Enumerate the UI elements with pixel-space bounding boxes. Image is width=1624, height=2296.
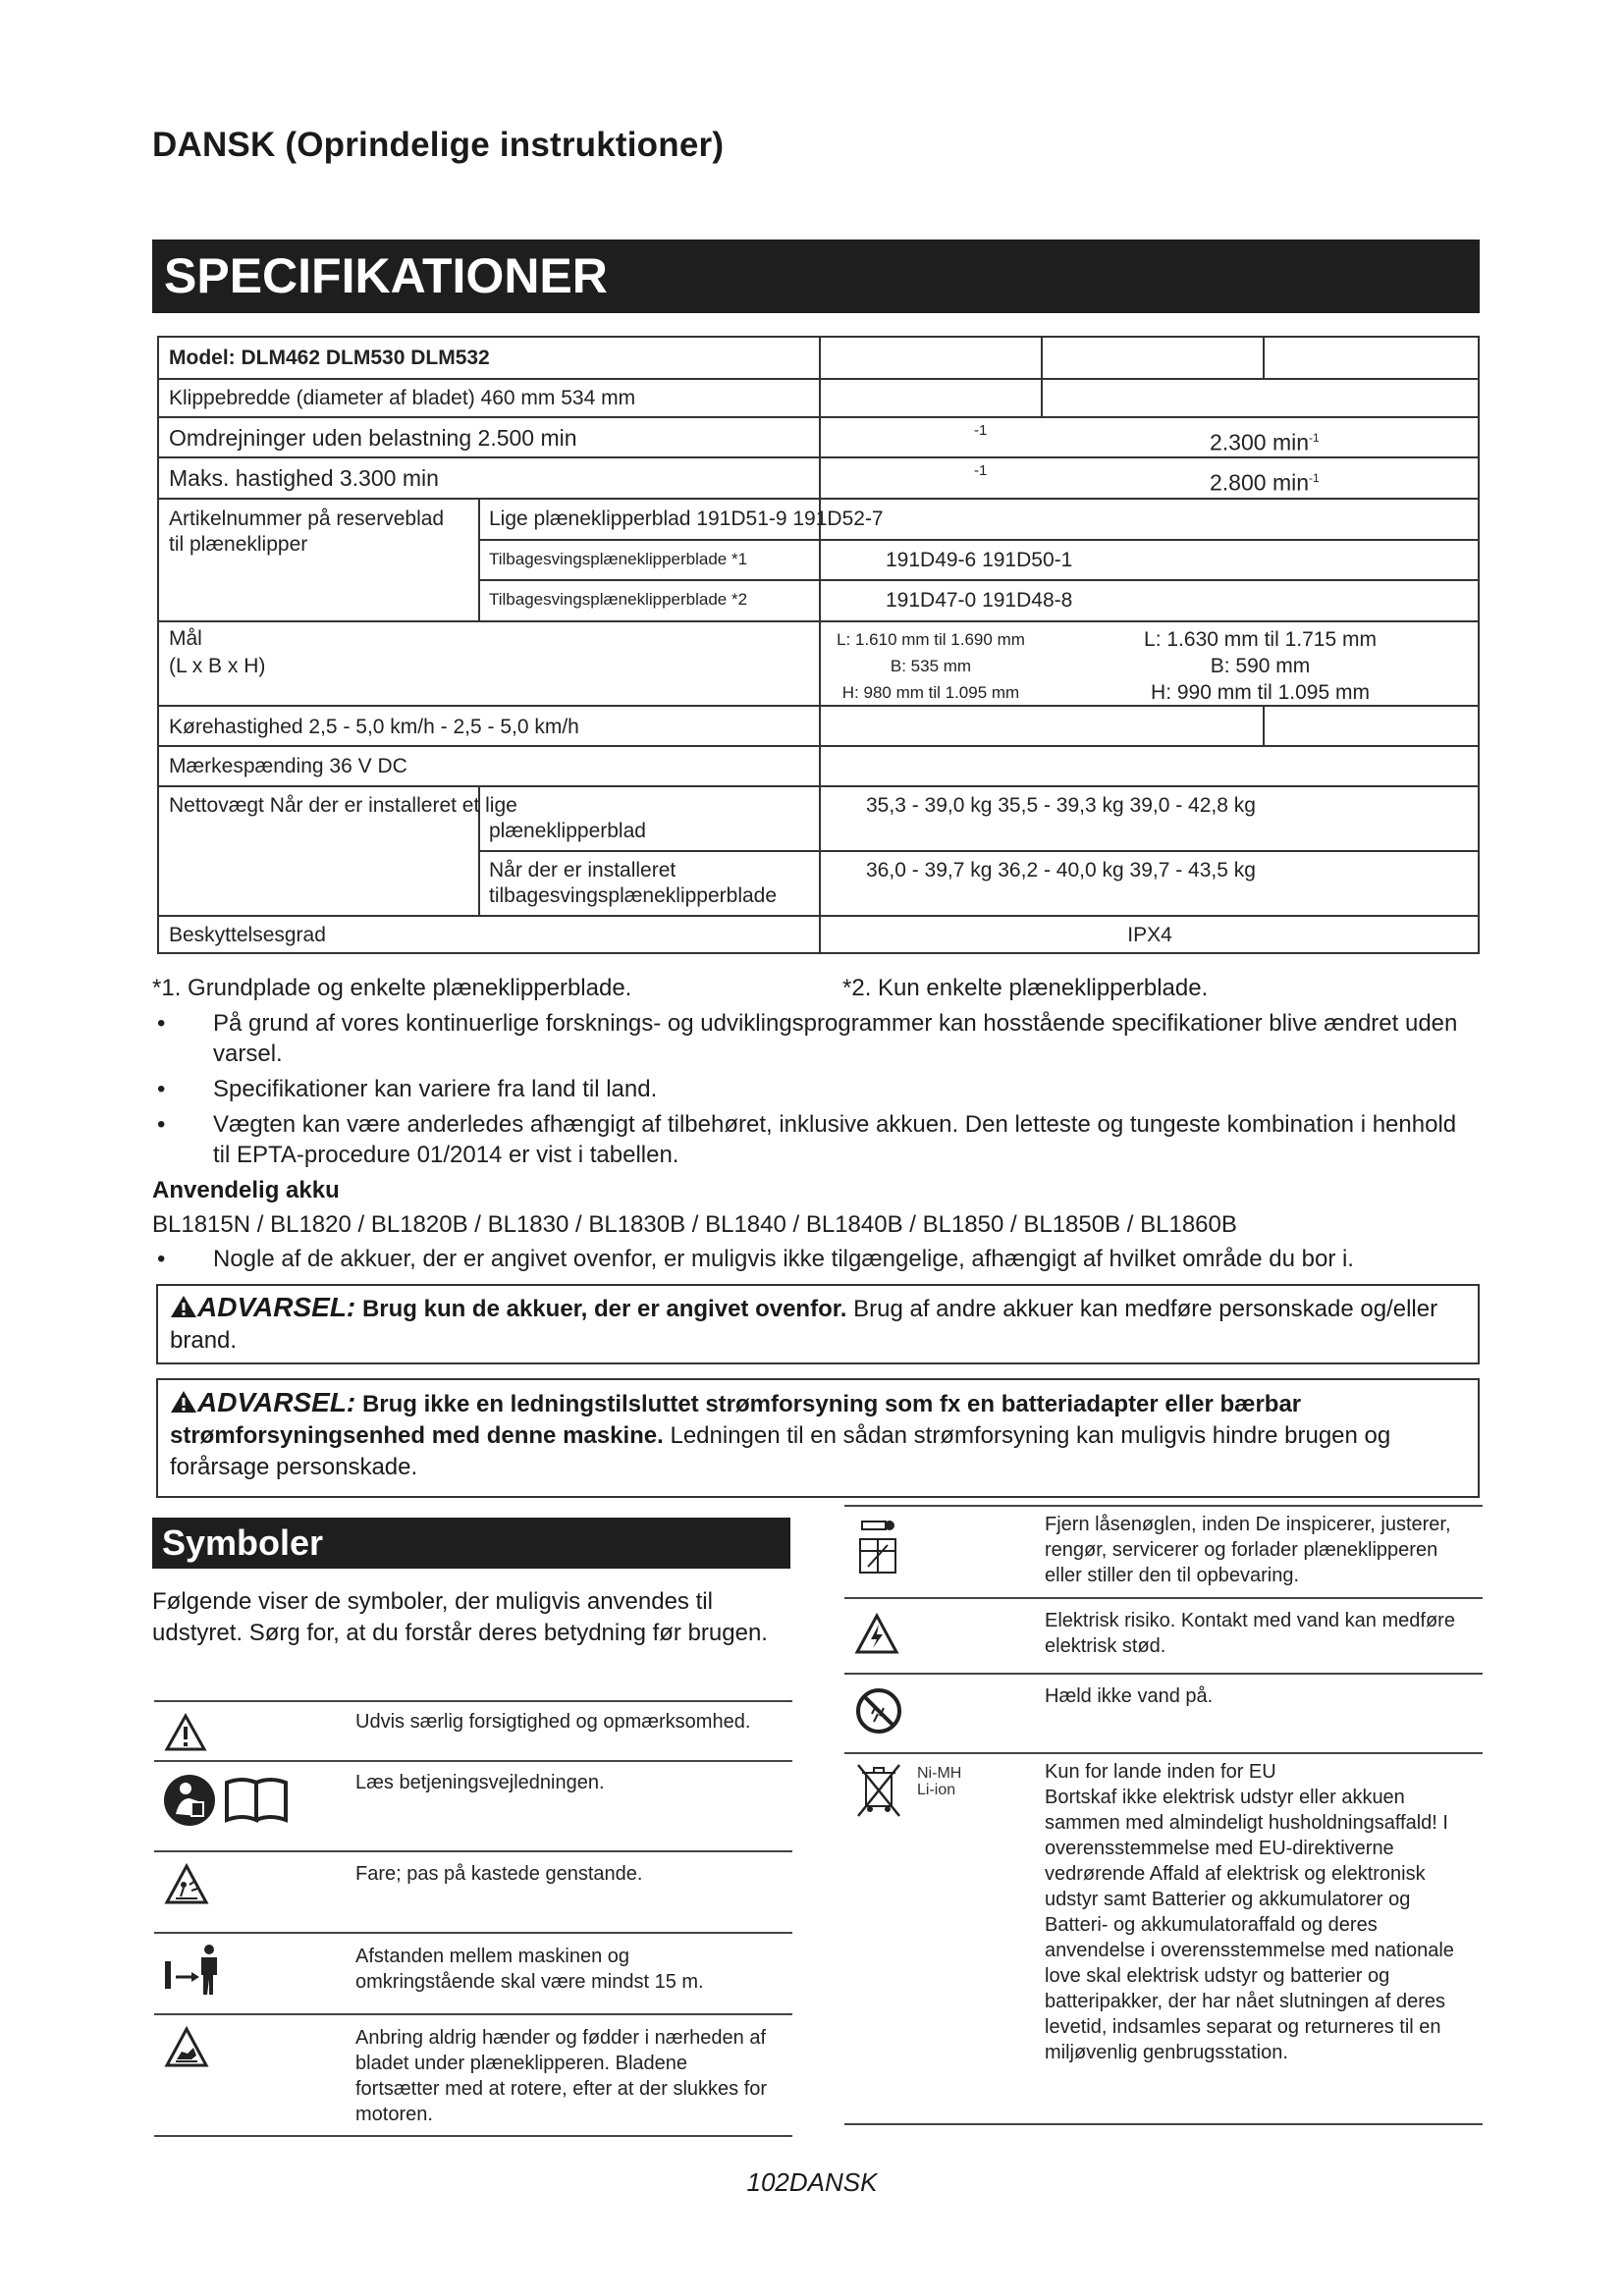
backswing-blade-2-value: 191D47-0 191D48-8 — [886, 589, 1073, 612]
weee-bin-icon — [854, 1763, 903, 1818]
protection-value: IPX4 — [1127, 924, 1172, 946]
hands-feet-blade-icon — [164, 2026, 209, 2069]
weee-chem-labels: Ni-MH Li-ion — [917, 1765, 962, 1798]
net-weight-backswing-value: 36,0 - 39,7 kg 36,2 - 40,0 kg 39,7 - 43,5 kg — [866, 859, 1256, 881]
warning-box-1 — [156, 1284, 1480, 1364]
no-load-speed: Omdrejninger uden belastning 2.500 min — [169, 425, 577, 451]
footnote-2: *2. Kun enkelte plæneklipperblade. — [842, 975, 1209, 1001]
bullet-country: • Specifikationer kan variere fra land til land. — [157, 1076, 658, 1102]
warning-box-2 — [156, 1378, 1480, 1498]
symbol-text-read-manual: Læs betjeningsvejledningen. — [355, 1772, 605, 1793]
battery-heading: Anvendelig akku — [152, 1177, 340, 1203]
net-weight-straight-label: plæneklipperblad — [489, 820, 646, 842]
model-label: Model: DLM462 DLM530 DLM532 — [169, 347, 490, 369]
no-load-speed-exp: -1 — [974, 422, 988, 439]
symbol-text-weee: Kun for lande inden for EU Bortskaf ikke elektrisk udstyr eller akkuen sammen med almindeligt husholdningsaffald! I overensstemmelse med EU-direktiverne vedrørende Affald af elektrisk og elektronisk udstyr samt Batterier og akkumulatorer og Batteri- og akkumulatoraffald og deres anvendelse i overensstemmelse med nationale love skal elektrisk udstyr og batterier og batteripakker, der har nået slutningen af deres levetid, indsamles separat og returneres til en miljøvenlig genbrugsstation. — [1045, 1761, 1454, 2063]
net-weight-label: Nettovægt Når der er installeret et lige — [169, 794, 517, 817]
max-speed: Maks. hastighed 3.300 min — [169, 465, 439, 491]
keep-distance-icon — [162, 1940, 227, 1999]
warning-triangle-icon — [170, 1295, 197, 1318]
rated-voltage: Mærkespænding 36 V DC — [169, 755, 407, 777]
spec-table — [157, 336, 1480, 954]
symbol-text-caution: Udvis særlig forsigtighed og opmærksomhed. — [355, 1711, 751, 1733]
backswing-blade-2-label: Tilbagesvingsplæneklipperblade *2 — [489, 590, 748, 609]
read-manual-icon — [162, 1773, 295, 1828]
backswing-blade-1-label: Tilbagesvingsplæneklipperblade *1 — [489, 550, 748, 568]
max-speed-exp: -1 — [974, 462, 988, 479]
symbol-text-remove-key: Fjern låsenøglen, inden De inspicerer, justerer, rengør, servicerer og forlader plæneklipperen eller stiller den til opbevaring. — [1045, 1514, 1451, 1586]
max-speed-2: 2.800 $\min^{-1}$ — [1210, 469, 1320, 496]
backswing-blade-1-value: 191D49-6 191D50-1 — [886, 549, 1073, 571]
protection-label: Beskyttelsesgrad — [169, 924, 326, 946]
thrown-objects-icon — [164, 1863, 209, 1906]
page-title: DANSK (Oprindelige instruktioner) — [152, 126, 725, 164]
no-water-icon — [854, 1686, 903, 1735]
symbol-text-no-water: Hæld ikke vand på. — [1045, 1685, 1214, 1707]
specifications-heading: SPECIFIKATIONER — [152, 240, 1480, 313]
symbol-text-thrown-objects: Fare; pas på kastede genstande. — [355, 1863, 643, 1885]
electric-risk-icon — [854, 1613, 899, 1656]
bullet-availability: • Nogle af de akkuer, der er angivet ovenfor, er muligvis ikke tilgængelige, afhængigt af hvilket område du bor i. — [157, 1246, 1354, 1272]
dimensions-label: Mål (L x B x H) — [169, 627, 266, 677]
bullet-spec-change: • På grund af vores kontinuerlige forsknings- og udviklingsprogrammer kan hosstående specifikationer blive ændret uden varsel. — [157, 1010, 1458, 1067]
symbols-heading: Symboler — [152, 1518, 790, 1569]
straight-blade: Lige plæneklipperblad 191D51-9 191D52-7 — [489, 507, 884, 530]
symbols-intro: Følgende viser de symboler, der muligvis anvendes til udstyret. Sørg for, at du forstår deres betydning før brugen. — [152, 1588, 768, 1646]
symbol-text-distance: Afstanden mellem maskinen og omkringstående skal være mindst 15 m. — [355, 1946, 704, 1993]
warning-2-text: ADVARSEL: Brug ikke en ledningstilsluttet strømforsyning som fx en batteriadapter eller bærbar strømforsyningsenhed med denne maskine. Ledningen til en sådan strømforsyning kan muligvis hindre brugen og forårsage personskade. — [170, 1387, 1391, 1480]
symbol-text-hands-feet: Anbring aldrig hænder og fødder i nærheden af bladet under plæneklipperen. Bladene fortsætter med at rotere, efter at der slukkes for motoren. — [355, 2027, 768, 2125]
battery-list: BL1815N / BL1820 / BL1820B / BL1830 / BL1830B / BL1840 / BL1840B / BL1850 / BL1850B / BL1860B — [152, 1211, 1237, 1238]
symbol-text-electric-risk: Elektrisk risiko. Kontakt med vand kan medføre elektrisk stød. — [1045, 1610, 1455, 1657]
warning-triangle-icon — [164, 1713, 207, 1752]
page-footer: 102DANSK — [746, 2167, 878, 2197]
warning-triangle-icon — [170, 1390, 197, 1414]
remove-key-icon — [856, 1518, 901, 1578]
net-weight-straight-value: 35,3 - 39,0 kg 35,5 - 39,3 kg 39,0 - 42,8 kg — [866, 794, 1256, 817]
bullet-weight: • Vægten kan være anderledes afhængigt af tilbehøret, inklusive akkuen. Den letteste og tungeste kombination i henhold til EPTA-procedure 01/2014 er vist i tabellen. — [157, 1111, 1457, 1168]
travel-speed: Kørehastighed 2,5 - 5,0 km/h - 2,5 - 5,0 km/h — [169, 716, 579, 738]
footnote-1: *1. Grundplade og enkelte plæneklipperblade. — [152, 975, 632, 1001]
cutting-width: Klippebredde (diameter af bladet) 460 mm 534 mm — [169, 387, 636, 409]
no-load-speed-2: 2.300 $\min^{-1}$ — [1210, 429, 1320, 455]
dimensions-dlm530-532: L: 1.630 mm til 1.715 mm B: 590 mm H: 990 mm til 1.095 mm — [1144, 628, 1377, 704]
dimensions-dlm462: L: 1.610 mm til 1.690 mm B: 535 mm H: 980 mm til 1.095 mm — [837, 630, 1025, 702]
part-number-label: Artikelnummer på reserveblad til plæneklipper — [169, 507, 445, 556]
net-weight-backswing-label: Når der er installeret tilbagesvingsplæneklipperblade — [489, 859, 778, 907]
warning-1-text: ADVARSEL: Brug kun de akkuer, der er angivet ovenfor. Brug af andre akkuer kan medføre personskade og/eller brand. — [170, 1292, 1438, 1354]
